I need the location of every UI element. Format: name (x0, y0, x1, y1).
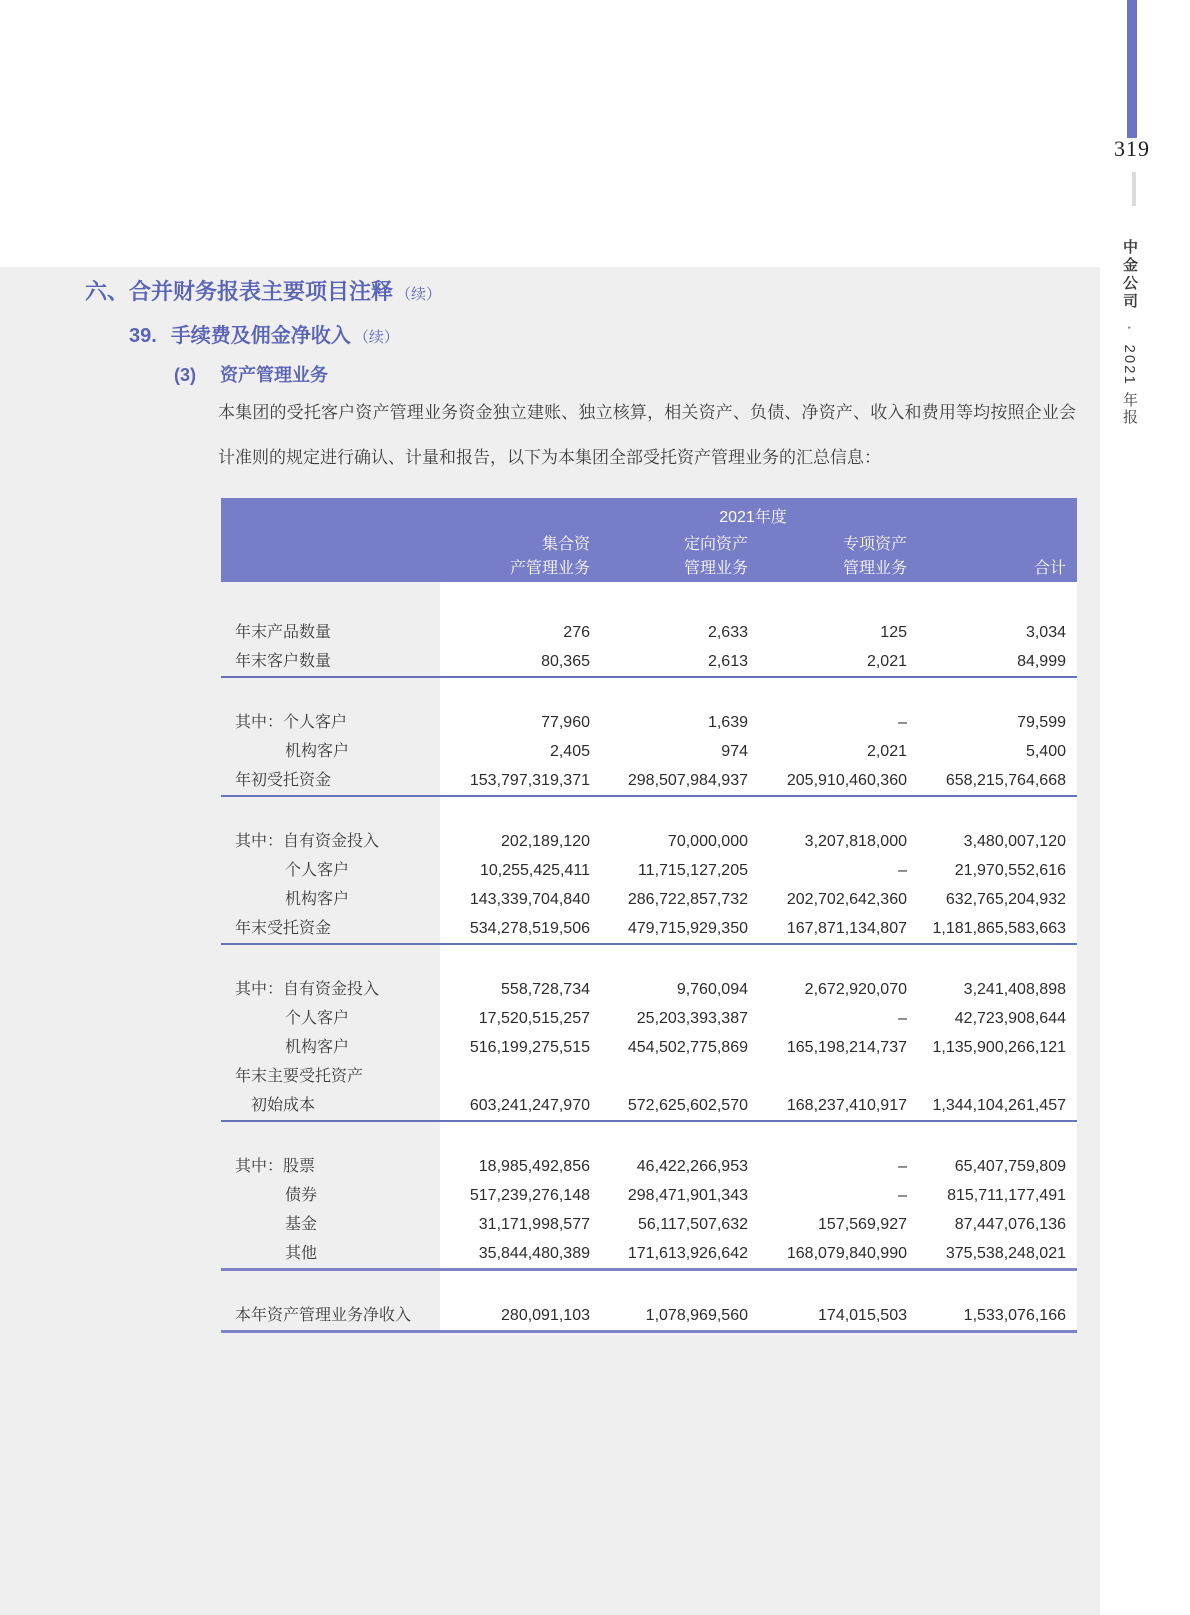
cell-value: 2,021 (866, 743, 907, 760)
cell-value: 84,999 (1017, 653, 1066, 670)
cell-value: 2,633 (707, 624, 748, 641)
row-label: 年末产品数量 (235, 624, 332, 641)
cell-value: – (898, 1187, 907, 1204)
table-row (221, 1091, 1077, 1120)
cell-value: 1,135,900,266,121 (932, 1039, 1066, 1056)
row-label: 年末主要受托资产 (235, 1068, 364, 1085)
cell-value: 80,365 (541, 653, 590, 670)
row-label: 机构客户 (285, 743, 350, 760)
cell-value: 56,117,507,632 (637, 1216, 748, 1233)
cell-value: 205,910,460,360 (786, 772, 907, 789)
page-number-tick (1132, 172, 1136, 206)
cell-value: 79,599 (1017, 714, 1066, 731)
cell-value: 18,985,492,856 (478, 1158, 590, 1175)
cell-value: 11,715,127,205 (637, 862, 748, 879)
cell-value: 202,702,642,360 (786, 891, 907, 908)
section-spacer (221, 678, 1077, 708)
row-label: 机构客户 (285, 891, 350, 908)
cell-value: 2,021 (866, 653, 907, 670)
subsection-heading (174, 361, 328, 387)
cell-value: 42,723,908,644 (954, 1010, 1066, 1027)
cell-value: 534,278,519,506 (469, 920, 590, 937)
table-column-headers (221, 533, 1077, 581)
cell-value: 572,625,602,570 (627, 1097, 748, 1114)
cell-value: 174,015,503 (818, 1307, 907, 1324)
column-header (907, 533, 1066, 581)
table-period-header: 2021年度 (719, 509, 787, 526)
cell-value: 1,078,969,560 (645, 1307, 748, 1324)
table-row (221, 856, 1077, 885)
table-row (221, 1152, 1077, 1181)
cell-value: 168,079,840,990 (786, 1245, 907, 1262)
section-divider (221, 1330, 1077, 1333)
column-header-line2: 管理业务 (842, 560, 907, 577)
table-row (221, 737, 1077, 766)
section-spacer (221, 1122, 1077, 1152)
cell-value: 1,181,865,583,663 (932, 920, 1066, 937)
table-row (221, 885, 1077, 914)
cell-value: 479,715,929,350 (627, 920, 748, 937)
column-header (440, 533, 590, 581)
row-label: 年末受托资金 (235, 920, 332, 937)
row-label: 初始成本 (251, 1097, 316, 1114)
section-spacer (221, 1271, 1077, 1301)
section-spacer (221, 582, 1077, 618)
cell-value: 25,203,393,387 (636, 1010, 748, 1027)
cell-value: – (898, 1010, 907, 1027)
section-spacer (221, 797, 1077, 827)
row-label: 其中：自有资金投入 (235, 981, 380, 998)
cell-value: 454,502,775,869 (627, 1039, 748, 1056)
report-brand: 中金公司 (1121, 239, 1138, 311)
cell-value: 77,960 (541, 714, 590, 731)
row-label: 其中：股票 (235, 1158, 316, 1175)
column-header-line1: 集合资 (541, 536, 590, 553)
row-label: 其他 (285, 1245, 318, 1262)
page-number: 319 (1114, 136, 1150, 161)
row-label: 基金 (285, 1216, 318, 1233)
cell-value: 815,711,177,491 (947, 1187, 1066, 1204)
cell-value: 1,344,104,261,457 (932, 1097, 1066, 1114)
cell-value: 21,970,552,616 (954, 862, 1066, 879)
table-row (221, 766, 1077, 795)
table-row (221, 1004, 1077, 1033)
cell-value: 87,447,076,136 (954, 1216, 1066, 1233)
row-label: 个人客户 (285, 862, 350, 879)
cell-value: 375,538,248,021 (945, 1245, 1066, 1262)
row-label: 年末客户数量 (235, 653, 332, 670)
bullet-separator: • (1124, 326, 1134, 330)
cell-value: 3,207,818,000 (804, 833, 907, 850)
sidebar-vertical-text (1119, 239, 1140, 429)
cell-value: 70,000,000 (667, 833, 748, 850)
row-label: 其中：自有资金投入 (235, 833, 380, 850)
cell-value: 167,871,134,807 (786, 920, 907, 937)
cell-value: 17,520,515,257 (478, 1010, 590, 1027)
table-row (221, 1062, 1077, 1091)
asset-management-summary-table (221, 498, 1077, 1333)
cell-value (748, 1062, 907, 1091)
cell-value: 603,241,247,970 (469, 1097, 590, 1114)
table-row (221, 618, 1077, 647)
cell-value: 9,760,094 (676, 981, 748, 998)
cell-value: 298,471,901,343 (627, 1187, 748, 1204)
table-row (221, 827, 1077, 856)
cell-value: 658,215,764,668 (945, 772, 1066, 789)
table-header (221, 498, 1077, 582)
cell-value: 2,672,920,070 (804, 981, 907, 998)
cell-value: 974 (721, 743, 748, 760)
cell-value: 1,639 (707, 714, 748, 731)
column-header (590, 533, 748, 581)
note-title: 手续费及佣金净收入 (170, 325, 351, 347)
cell-value: 2,613 (707, 653, 748, 670)
cell-value: 202,189,120 (501, 833, 590, 850)
note-heading (129, 319, 399, 348)
subsection-title: 资产管理业务 (220, 365, 328, 385)
table-row (221, 1033, 1077, 1062)
table-row (221, 1210, 1077, 1239)
column-header-line2: 管理业务 (683, 560, 748, 577)
cell-value: 3,480,007,120 (963, 833, 1066, 850)
table-body (221, 582, 1077, 1333)
subsection-number: (3) (174, 365, 196, 385)
cell-value: 165,198,214,737 (786, 1039, 907, 1056)
cell-value: 46,422,266,953 (636, 1158, 748, 1175)
cell-value: 143,339,704,840 (469, 891, 590, 908)
cell-value: 10,255,425,411 (479, 862, 590, 879)
column-header-line1 (907, 533, 1066, 557)
row-label: 机构客户 (285, 1039, 350, 1056)
column-header-line1: 定向资产 (683, 536, 748, 553)
table-row (221, 1181, 1077, 1210)
cell-value (440, 1062, 590, 1091)
cell-value (590, 1062, 748, 1091)
column-header-spacer (221, 533, 440, 581)
cell-value: 280,091,103 (501, 1307, 590, 1324)
cell-value: 31,171,998,577 (478, 1216, 590, 1233)
table-row (221, 1301, 1077, 1330)
cell-value: 517,239,276,148 (469, 1187, 590, 1204)
table-row (221, 914, 1077, 943)
cell-value: 276 (563, 624, 590, 641)
column-header-line2: 合计 (1033, 560, 1066, 577)
section-spacer (221, 945, 1077, 975)
cell-value: 157,569,927 (818, 1216, 907, 1233)
cell-value: 125 (880, 624, 907, 641)
row-label: 本年资产管理业务净收入 (235, 1307, 412, 1324)
page-edge-accent-bar (1127, 0, 1137, 138)
cell-value: – (898, 1158, 907, 1175)
cell-value: 171,613,926,642 (627, 1245, 748, 1262)
section-heading (85, 275, 441, 306)
cell-value: 168,237,410,917 (786, 1097, 907, 1114)
cell-value: 632,765,204,932 (945, 891, 1066, 908)
row-label: 债券 (285, 1187, 318, 1204)
cell-value (907, 1062, 1066, 1091)
cell-value: 516,199,275,515 (469, 1039, 590, 1056)
cell-value: 153,797,319,371 (469, 772, 590, 789)
table-row (221, 708, 1077, 737)
row-label: 年初受托资金 (235, 772, 332, 789)
cell-value: 5,400 (1025, 743, 1066, 760)
row-label: 个人客户 (285, 1010, 350, 1027)
row-label: 其中：个人客户 (235, 714, 348, 731)
intro-paragraph: 本集团的受托客户资产管理业务资金独立建账、独立核算，相关资产、负债、净资产、收入和费用等均按照企业会计准则的规定进行确认、计量和报告，以下为本集团全部受托资产管理业务的汇总信息： (218, 403, 1076, 467)
column-header-line2: 产管理业务 (509, 560, 590, 577)
cell-value: – (898, 862, 907, 879)
table-row (221, 1239, 1077, 1268)
section-heading-suffix: （续） (396, 286, 442, 303)
cell-value: 558,728,734 (501, 981, 590, 998)
column-header (748, 533, 907, 581)
report-edition: 2021 年报 (1121, 344, 1138, 427)
cell-value: 1,533,076,166 (963, 1307, 1066, 1324)
section-heading-text: 六、合并财务报表主要项目注释 (85, 279, 394, 304)
table-row (221, 647, 1077, 676)
cell-value: 35,844,480,389 (478, 1245, 590, 1262)
cell-value: 2,405 (549, 743, 590, 760)
note-number: 39. (129, 325, 157, 347)
cell-value: 298,507,984,937 (627, 772, 748, 789)
cell-value: 3,241,408,898 (963, 981, 1066, 998)
cell-value: 65,407,759,809 (954, 1158, 1066, 1175)
cell-value: 286,722,857,732 (627, 891, 748, 908)
cell-value: 3,034 (1025, 624, 1066, 641)
cell-value: – (898, 714, 907, 731)
table-row (221, 975, 1077, 1004)
column-header-line1: 专项资产 (842, 536, 907, 553)
note-heading-suffix: （续） (353, 329, 399, 346)
